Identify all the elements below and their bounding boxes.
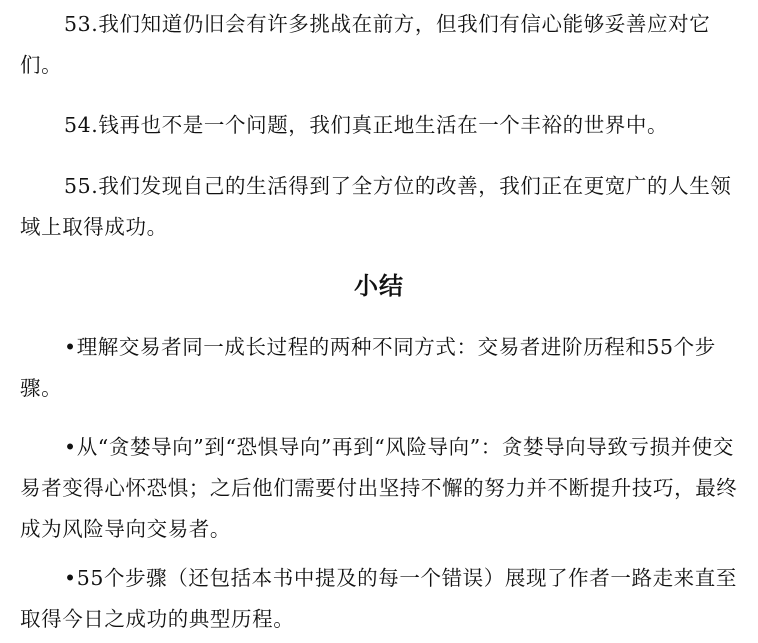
paragraph-53: 53.我们知道仍旧会有许多挑战在前方，但我们有信心能够妥善应对它们。 xyxy=(20,12,711,77)
bullet-item-2: •从“贪婪导向”到“恐惧导向”再到“风险导向”：贪婪导向导致亏损并使交易者变得心怀恐惧；之后他们需要付出坚持不懈的努力并不断提升技巧，最终成为风险导向交易者。 xyxy=(20,435,738,541)
bullet-item-3: •55个步骤（还包括本书中提及的每一个错误）展现了作者一路走来直至取得今日之成功的典型历程。 xyxy=(20,566,737,631)
section-heading-summary: 小结 xyxy=(354,271,404,300)
paragraph-54: 54.钱再也不是一个问题，我们真正地生活在一个丰裕的世界中。 xyxy=(64,113,669,137)
bullet-item-1: •理解交易者同一成长过程的两种不同方式：交易者进阶历程和55个步骤。 xyxy=(20,335,716,400)
paragraph-55: 55.我们发现自己的生活得到了全方位的改善，我们正在更宽广的人生领域上取得成功。 xyxy=(20,174,732,239)
